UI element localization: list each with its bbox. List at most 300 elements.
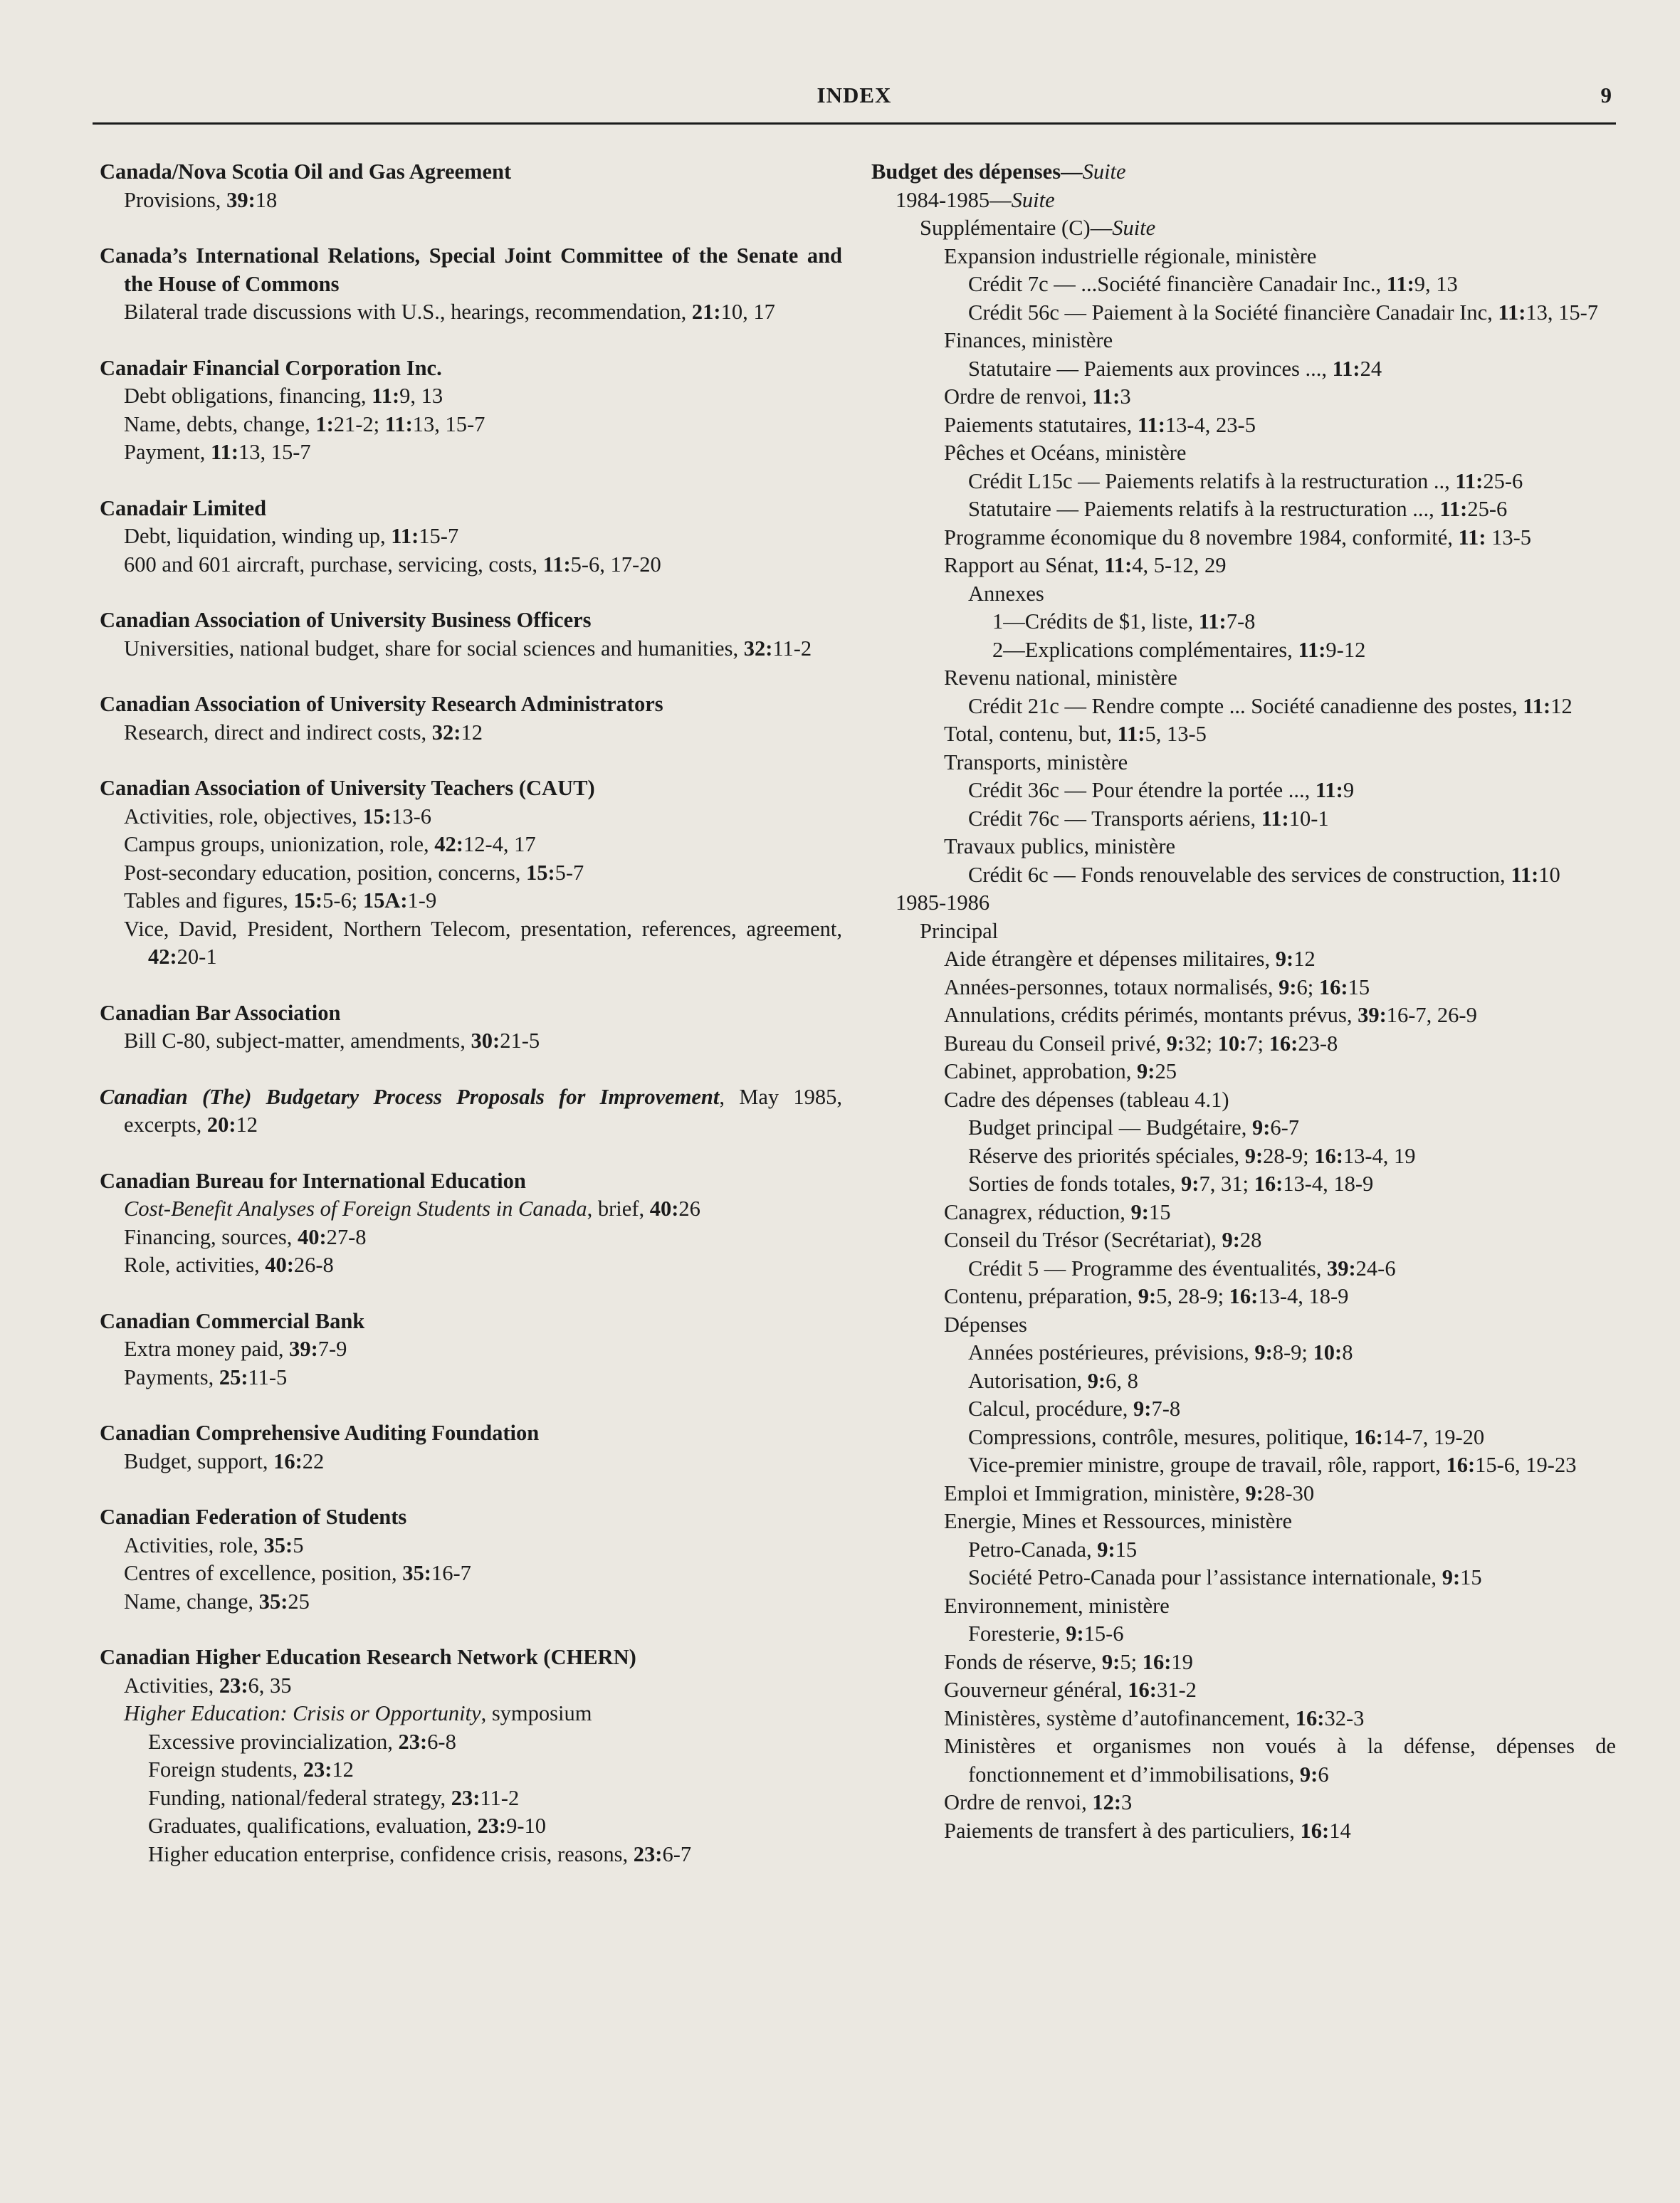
index-subentry <box>100 438 842 467</box>
index-subentry <box>871 580 1616 609</box>
index-subentry <box>871 355 1616 384</box>
index-entry <box>100 1308 842 1392</box>
index-text: Travaux publics, ministère <box>944 834 1176 858</box>
issue-reference: 15: <box>362 804 392 829</box>
index-text: Aide étrangère et dépenses militaires, <box>944 947 1276 971</box>
index-subentry <box>100 915 842 972</box>
index-text: Réserve des priorités spéciales, <box>968 1143 1245 1168</box>
index-subentry <box>871 1058 1616 1086</box>
index-text: 32-3 <box>1324 1705 1365 1730</box>
issue-reference: 11: <box>542 552 571 577</box>
index-heading <box>100 690 842 719</box>
index-subentry <box>100 1700 842 1728</box>
index-text: 27-8 <box>326 1224 367 1249</box>
index-text: Graduates, qualifications, evaluation, <box>148 1814 478 1838</box>
index-text: 9-10 <box>506 1814 547 1838</box>
issue-reference: 23: <box>219 1673 248 1698</box>
issue-reference: 11: <box>1092 384 1120 409</box>
index-text: Programme économique du 8 novembre 1984, conformité, <box>944 525 1459 550</box>
index-text: Emploi et Immigration, ministère, <box>944 1481 1246 1505</box>
index-text: 3 <box>1120 384 1131 409</box>
index-text: 13-4, 23-5 <box>1165 412 1256 437</box>
index-heading <box>100 999 842 1028</box>
index-text: 25 <box>288 1589 310 1614</box>
index-text: Post-secondary education, position, concerns, <box>124 860 526 885</box>
index-subentry <box>871 186 1616 215</box>
index-text: 7-8 <box>1226 609 1256 633</box>
issue-reference: 11: <box>372 384 400 408</box>
index-text: 11-5 <box>248 1365 288 1389</box>
issue-reference: 23: <box>398 1729 428 1754</box>
index-subentry <box>871 636 1616 665</box>
issue-reference: 9: <box>1299 1762 1318 1787</box>
index-subentry <box>871 524 1616 552</box>
index-text: Crédit 6c — Fonds renouvelable des services de construction, <box>968 862 1511 887</box>
index-subentry <box>871 777 1616 805</box>
index-text: Vice-premier ministre, groupe de travail, rôle, rapport, <box>968 1453 1447 1477</box>
index-text: 6 <box>1318 1762 1329 1787</box>
index-text: 21-5 <box>500 1029 540 1053</box>
index-text: Activities, role, objectives, <box>124 804 363 829</box>
index-subentry <box>871 1142 1616 1171</box>
index-subentry <box>100 382 842 411</box>
index-text: Activities, <box>124 1673 219 1698</box>
index-text: 10 <box>1538 862 1560 887</box>
issue-reference: 16: <box>1128 1678 1157 1702</box>
index-subentry <box>100 1812 842 1841</box>
issue-reference: 11: <box>1137 412 1165 437</box>
index-text: Extra money paid, <box>124 1337 290 1361</box>
index-text: 13-5 <box>1486 525 1532 550</box>
issue-reference: 9: <box>1222 1228 1240 1252</box>
index-text: Ordre de renvoi, <box>944 384 1093 409</box>
issue-reference: 42: <box>148 945 177 969</box>
index-text: Financing, sources, <box>124 1224 298 1249</box>
index-text: Tables and figures, <box>124 888 294 913</box>
index-text: , brief, <box>587 1197 650 1221</box>
index-text: 14 <box>1329 1818 1351 1843</box>
issue-reference: 10: <box>1217 1031 1247 1056</box>
issue-reference: 11: <box>1261 806 1289 831</box>
index-text: Funding, national/federal strategy, <box>148 1785 451 1810</box>
index-text: Principal <box>920 918 999 943</box>
index-subentry <box>871 468 1616 496</box>
index-subentry <box>871 1199 1616 1227</box>
index-text: Excessive provincialization, <box>148 1729 399 1754</box>
index-subentry <box>871 214 1616 243</box>
index-text: Suite <box>1082 159 1126 184</box>
index-entry <box>100 1419 842 1476</box>
index-text: Gouverneur général, <box>944 1678 1128 1702</box>
issue-reference: 9: <box>1251 1115 1271 1140</box>
index-text: 7-9 <box>317 1337 347 1361</box>
index-text: 6-7 <box>1270 1115 1300 1140</box>
index-text: 5 <box>293 1532 304 1557</box>
index-text: Name, debts, change, <box>124 411 316 436</box>
index-text: 1—Crédits de $1, liste, <box>992 609 1199 633</box>
index-subentry <box>100 1756 842 1784</box>
issue-reference: 11: <box>1458 525 1486 550</box>
index-text: 16-7, 26-9 <box>1386 1003 1477 1027</box>
index-text: 6-7 <box>662 1841 692 1866</box>
index-text: Debt, liquidation, winding up, <box>124 524 392 548</box>
index-text: 12-4, 17 <box>463 832 536 856</box>
index-text: 12 <box>236 1113 258 1137</box>
issue-reference: 35: <box>258 1589 288 1614</box>
index-text: Annulations, crédits périmés, montants prévus, <box>944 1003 1358 1027</box>
index-subentry <box>871 1367 1616 1396</box>
issue-reference: 40: <box>297 1224 327 1249</box>
index-text: Canadian Association of University Business Officers <box>100 608 592 632</box>
index-text: 6, 35 <box>248 1673 292 1698</box>
index-text: 11-2 <box>772 636 812 661</box>
issue-reference: 11: <box>1117 722 1145 746</box>
index-text: Bill C-80, subject-matter, amendments, <box>124 1029 471 1053</box>
issue-reference: 9: <box>1138 1284 1157 1308</box>
index-text: 25-6 <box>1483 468 1523 493</box>
left-index-column <box>100 158 842 1896</box>
index-entry <box>100 1083 842 1140</box>
page-title: INDEX <box>817 83 892 107</box>
index-text: 10-1 <box>1288 806 1329 831</box>
issue-reference: 9: <box>1254 1340 1273 1365</box>
index-subentry <box>871 1480 1616 1508</box>
issue-reference: 39: <box>289 1337 318 1361</box>
index-text: Années-personnes, totaux normalisés, <box>944 974 1279 999</box>
index-subentry <box>100 1672 842 1700</box>
index-text: 15-7 <box>419 524 459 548</box>
index-text: 15 <box>1348 974 1370 999</box>
index-subentry <box>871 327 1616 355</box>
issue-reference: 11: <box>1523 693 1551 718</box>
index-subentry <box>100 1335 842 1364</box>
index-text: Provisions, <box>124 187 227 212</box>
index-text: 8-9; <box>1272 1340 1313 1365</box>
index-text: 8 <box>1342 1340 1353 1365</box>
index-text: Crédit 5 — Programme des éventualités, <box>968 1256 1327 1281</box>
index-text: Universities, national budget, share for social sciences and humanities, <box>124 636 744 661</box>
index-text: Annexes <box>968 581 1044 606</box>
index-text: 6-8 <box>427 1729 456 1754</box>
index-text: 5-6; <box>322 888 363 913</box>
index-text: Campus groups, unionization, role, <box>124 832 435 856</box>
index-text: 13-4, 18-9 <box>1258 1284 1349 1308</box>
index-text: 7-8 <box>1151 1397 1181 1421</box>
index-text: 18 <box>255 187 278 212</box>
issue-reference: 35: <box>263 1532 293 1557</box>
issue-reference: 16: <box>1142 1649 1172 1674</box>
index-text: Debt obligations, financing, <box>124 384 372 408</box>
index-text: 26-8 <box>293 1253 334 1277</box>
index-entry <box>100 1644 842 1868</box>
index-subentry <box>871 1508 1616 1536</box>
index-text: Années postérieures, prévisions, <box>968 1340 1255 1365</box>
index-text: 28-9; <box>1263 1143 1315 1168</box>
index-subentry <box>100 1532 842 1560</box>
index-text: 23-8 <box>1298 1031 1338 1056</box>
issue-reference: 20: <box>206 1113 236 1137</box>
issue-reference: 16: <box>1354 1424 1383 1449</box>
index-text: Budget des dépenses— <box>871 159 1083 184</box>
index-text: 2—Explications complémentaires, <box>992 637 1298 662</box>
index-text: 25-6 <box>1467 497 1508 521</box>
index-text: Payment, <box>124 440 211 464</box>
issue-reference: 11: <box>1511 862 1539 887</box>
index-text: 9, 13 <box>399 384 443 408</box>
index-text: Rapport au Sénat, <box>944 553 1105 577</box>
index-subentry <box>871 861 1616 890</box>
index-subentry <box>871 495 1616 524</box>
index-subentry <box>871 918 1616 946</box>
issue-reference: 39: <box>1326 1256 1356 1281</box>
index-subentry <box>871 805 1616 834</box>
index-subentry <box>871 1424 1616 1452</box>
index-subentry <box>871 1086 1616 1115</box>
issue-reference: 16: <box>1446 1453 1476 1477</box>
index-subentry <box>100 1364 842 1392</box>
index-subentry <box>871 749 1616 777</box>
index-subentry <box>871 1451 1616 1480</box>
issue-reference: 11: <box>211 440 238 464</box>
index-text: Paiements statutaires, <box>944 412 1138 437</box>
index-heading <box>100 354 842 383</box>
index-subentry <box>871 552 1616 580</box>
index-text: Name, change, <box>124 1589 259 1614</box>
index-heading <box>100 1644 842 1672</box>
issue-reference: 39: <box>1358 1003 1387 1027</box>
index-text: Transports, ministère <box>944 750 1128 774</box>
index-text: Canagrex, réduction, <box>944 1199 1131 1224</box>
index-text: 31-2 <box>1156 1678 1197 1702</box>
issue-reference: 11: <box>1498 300 1526 325</box>
index-entry <box>100 1167 842 1280</box>
issue-reference: 11: <box>384 411 413 436</box>
index-text: 13, 15-7 <box>412 411 485 436</box>
index-subentry <box>100 803 842 831</box>
index-text: Supplémentaire (C)— <box>920 216 1113 240</box>
index-text: 1-9 <box>407 888 437 913</box>
index-text: Centres of excellence, position, <box>124 1561 403 1585</box>
index-text: 15 <box>1148 1199 1171 1224</box>
issue-reference: 9: <box>1244 1143 1264 1168</box>
issue-reference: 11: <box>1198 609 1227 633</box>
index-subentry <box>871 411 1616 440</box>
index-subentry <box>871 1676 1616 1705</box>
index-text: Canadair Financial Corporation Inc. <box>100 355 442 380</box>
index-subentry <box>100 1784 842 1813</box>
index-entry <box>100 999 842 1056</box>
issue-reference: 39: <box>226 187 256 212</box>
index-heading <box>100 1167 842 1196</box>
issue-reference: 9: <box>1133 1397 1152 1421</box>
issue-reference: 42: <box>434 832 463 856</box>
issue-reference: 23: <box>303 1757 332 1782</box>
index-subentry <box>100 1560 842 1588</box>
index-text: 7, 31; <box>1199 1172 1254 1196</box>
index-subentry <box>871 1789 1616 1817</box>
index-subentry <box>871 1564 1616 1592</box>
index-text: Energie, Mines et Ressources, ministère <box>944 1509 1293 1533</box>
issue-reference: 16: <box>1318 974 1348 999</box>
index-subentry <box>871 1592 1616 1621</box>
issue-reference: 9: <box>1097 1537 1115 1562</box>
issue-reference: 16: <box>1269 1031 1298 1056</box>
index-text: Canada’s International Relations, Special Joint Committee of the Senate and the House of Commons <box>100 243 842 296</box>
index-text: Canadian Comprehensive Auditing Foundation <box>100 1421 540 1445</box>
index-text: Pêches et Océans, ministère <box>944 441 1187 465</box>
index-text: Canada/Nova Scotia Oil and Gas Agreement <box>100 159 512 184</box>
index-subentry <box>100 1195 842 1224</box>
issue-reference: 16: <box>1229 1284 1259 1308</box>
index-entry <box>100 354 842 467</box>
page-number: 9 <box>1600 83 1612 107</box>
index-text: 5, 13-5 <box>1145 722 1207 746</box>
index-text: 6; <box>1296 974 1319 999</box>
index-subentry <box>100 186 842 215</box>
index-text: 26 <box>678 1197 700 1221</box>
index-text: 22 <box>302 1448 325 1473</box>
index-text: 12 <box>332 1757 354 1782</box>
index-text: Sorties de fonds totales, <box>968 1172 1182 1196</box>
index-text: Environnement, ministère <box>944 1593 1170 1618</box>
index-subentry <box>100 1027 842 1056</box>
index-text: Dépenses <box>944 1312 1027 1337</box>
index-text: Canadian Bar Association <box>100 1000 341 1025</box>
index-subentry <box>871 1114 1616 1142</box>
index-text: 15 <box>1115 1537 1138 1562</box>
index-subentry <box>100 831 842 859</box>
index-subentry <box>100 635 842 663</box>
index-text: 12 <box>461 720 483 745</box>
index-subentry <box>871 243 1616 271</box>
index-text: Canadian Association of University Teachers (CAUT) <box>100 776 595 800</box>
index-subentry <box>871 833 1616 861</box>
index-text: 21-2; <box>333 411 385 436</box>
index-heading <box>100 242 842 298</box>
index-text: Statutaire — Paiements aux provinces ..., <box>968 356 1333 381</box>
index-text: Canadian Association of University Research Administrators <box>100 692 663 716</box>
index-text: 12 <box>1293 947 1316 971</box>
index-text: Autorisation, <box>968 1368 1088 1393</box>
issue-reference: 9: <box>1101 1649 1120 1674</box>
index-subentry <box>100 1841 842 1869</box>
index-text: Canadian Commercial Bank <box>100 1308 365 1333</box>
index-text: Research, direct and indirect costs, <box>124 720 432 745</box>
issue-reference: 16: <box>273 1448 303 1473</box>
index-entry <box>100 495 842 579</box>
index-text: Crédit L15c — Paiements relatifs à la restructuration .., <box>968 468 1456 493</box>
index-subentry <box>100 1251 842 1280</box>
index-heading <box>100 1419 842 1448</box>
issue-reference: 16: <box>1300 1818 1330 1843</box>
index-subentry <box>871 1620 1616 1649</box>
index-subentry <box>871 1339 1616 1367</box>
index-text: 28-30 <box>1263 1481 1315 1505</box>
issue-reference: 10: <box>1313 1340 1343 1365</box>
index-subentry <box>100 719 842 747</box>
index-text: 25 <box>1155 1059 1177 1083</box>
index-heading <box>100 1308 842 1336</box>
index-text: 11-2 <box>480 1785 520 1810</box>
index-text: Foresterie, <box>968 1621 1066 1646</box>
index-entry <box>100 774 842 972</box>
index-text: Fonds de réserve, <box>944 1649 1102 1674</box>
index-subentry <box>871 439 1616 468</box>
index-text: Canadian Bureau for International Education <box>100 1168 526 1193</box>
index-text: Ministères et organismes non voués à la défense, dépenses de fonctionnement et d’immobilisations, <box>944 1734 1616 1787</box>
index-text: Foreign students, <box>148 1757 303 1782</box>
index-text: 9 <box>1343 778 1355 802</box>
index-subentry <box>871 1536 1616 1565</box>
index-subentry <box>871 1705 1616 1733</box>
index-text: 13, 15-7 <box>1526 300 1599 325</box>
issue-reference: 21: <box>691 300 721 324</box>
index-text: 4, 5-12, 29 <box>1132 553 1227 577</box>
index-text: 13-6 <box>392 804 432 829</box>
index-text: Cadre des dépenses (tableau 4.1) <box>944 1087 1229 1112</box>
index-subentry <box>871 1030 1616 1058</box>
index-subentry <box>100 1448 842 1476</box>
index-text: 14-7, 19-20 <box>1382 1424 1485 1449</box>
issue-reference: 9: <box>1275 947 1294 971</box>
issue-reference: 32: <box>743 636 773 661</box>
page-header <box>93 78 1616 125</box>
index-subentry <box>100 298 842 327</box>
issue-reference: 11: <box>1386 272 1414 296</box>
issue-reference: 23: <box>633 1841 663 1866</box>
index-text: Canadian Federation of Students <box>100 1505 407 1529</box>
index-heading <box>100 1083 842 1140</box>
index-text: 5; <box>1120 1649 1143 1674</box>
issue-reference: 16: <box>1314 1143 1343 1168</box>
index-text: 5-7 <box>555 860 584 885</box>
issue-reference: 16: <box>1254 1172 1283 1196</box>
issue-reference: 40: <box>265 1253 294 1277</box>
index-text: Conseil du Trésor (Secrétariat), <box>944 1228 1222 1252</box>
index-text: 13-4, 19 <box>1343 1143 1416 1168</box>
index-text: Crédit 36c — Pour étendre la portée ..., <box>968 778 1316 802</box>
issue-reference: 9: <box>1279 974 1297 999</box>
issue-reference: 1: <box>315 411 334 436</box>
index-subentry <box>871 1733 1616 1789</box>
index-text: 19 <box>1171 1649 1193 1674</box>
index-subentry <box>871 1817 1616 1846</box>
issue-reference: 15A: <box>362 888 408 913</box>
index-heading <box>100 606 842 635</box>
issue-reference: 11: <box>391 524 419 548</box>
issue-reference: 11: <box>1298 637 1326 662</box>
issue-reference: 11: <box>1332 356 1360 381</box>
index-heading <box>100 1503 842 1532</box>
issue-reference: 9: <box>1245 1481 1264 1505</box>
issue-reference: 23: <box>451 1785 481 1810</box>
index-text: 15-6, 19-23 <box>1475 1453 1577 1477</box>
index-text: 1984-1985— <box>896 187 1012 212</box>
index-subentry <box>871 1283 1616 1311</box>
index-subentry <box>871 664 1616 693</box>
index-entry <box>100 158 842 214</box>
index-text: Ministères, système d’autofinancement, <box>944 1705 1296 1730</box>
index-text: Expansion industrielle régionale, ministère <box>944 243 1317 268</box>
index-text: Canadair Limited <box>100 495 267 520</box>
index-text: 9, 13 <box>1414 272 1458 296</box>
index-text: Cabinet, approbation, <box>944 1059 1138 1083</box>
index-text: Contenu, préparation, <box>944 1284 1138 1308</box>
index-text: Bureau du Conseil privé, <box>944 1031 1167 1056</box>
index-text: Vice, David, President, Northern Telecom, presentation, references, agreement, <box>124 916 842 941</box>
index-subentry <box>100 551 842 579</box>
index-text: Finances, ministère <box>944 328 1113 352</box>
